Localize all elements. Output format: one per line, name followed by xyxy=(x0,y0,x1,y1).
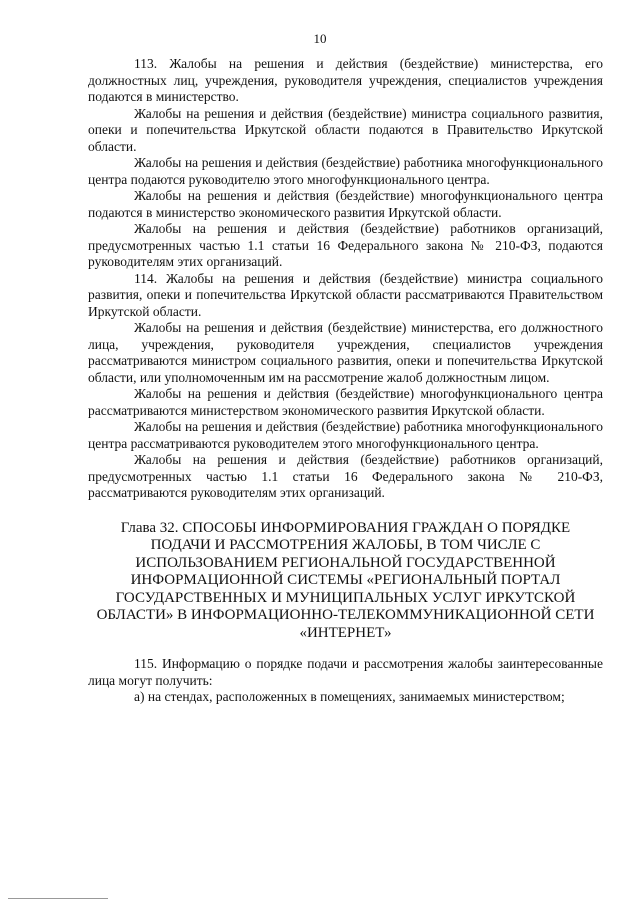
page-number: 10 xyxy=(313,31,327,46)
paragraph: Жалобы на решения и действия (бездействие) работников организаций, предусмотренных частью 1.1 статьи 16 Федерального закона № 210-ФЗ, рассматриваются руководителям этих организаций. xyxy=(88,452,603,500)
paragraph-114: 114. Жалобы на решения и действия (бездействие) министра социального развития, опеки и попечительства Иркутской области рассматриваются Правительством Иркутской области. xyxy=(88,270,603,319)
paragraph: Жалобы на решения и действия (бездействие) многофункционального центра подаются в министерство экономического развития Иркутской области. xyxy=(88,188,603,220)
chapter-heading: Глава 32. СПОСОБЫ ИНФОРМИРОВАНИЯ ГРАЖДАН О ПОРЯДКЕ ПОДАЧИ И РАССМОТРЕНИЯ ЖАЛОБЫ, В ТОМ ЧИСЛЕ С ИСПОЛЬЗОВАНИЕМ РЕГИОНАЛЬНОЙ ГОСУДАРСТВЕННОЙ ИНФОРМАЦИОННОЙ СИСТЕМЫ «РЕГИОНАЛЬНЫЙ ПОРТАЛ ГОСУДАРСТВЕННЫХ И МУНИЦИПАЛЬНЫХ УСЛУГ ИРКУТСКОЙ ОБЛАСТИ» В ИНФОРМАЦИОННО-ТЕЛЕКОММУНИКАЦИОННОЙ СЕТИ «ИНТЕРНЕТ» xyxy=(96,519,595,641)
paragraph: Жалобы на решения и действия (бездействие) работника многофункционального центра подаются руководителю этого многофункционального центра. xyxy=(88,155,603,187)
list-item-a: а) на стендах, расположенных в помещениях, занимаемых министерством; xyxy=(134,689,565,704)
paragraph-113: 113. Жалобы на решения и действия (бездействие) министерства, его должностных лиц, учреждения, руководителя учреждения, специалистов учреждения подаются в министерство. xyxy=(88,56,603,104)
document-body xyxy=(88,56,603,706)
section-115 xyxy=(88,656,603,706)
paragraph: Жалобы на решения и действия (бездействие) министра социального развития, опеки и попечительства Иркутской области подаются в Правительство Иркутской области. xyxy=(88,105,603,154)
paragraph: Жалобы на решения и действия (бездействие) работников организаций, предусмотренных частью 1.1 статьи 16 Федерального закона № 210-ФЗ, подаются руководителям этих организаций. xyxy=(88,221,603,269)
paragraph-115: 115. Информацию о порядке подачи и рассмотрения жалобы заинтересованные лица могут получить: xyxy=(88,656,603,688)
footer-divider xyxy=(8,898,108,899)
paragraph: Жалобы на решения и действия (бездействие) многофункционального центра рассматриваются министерством экономического развития Иркутской области. xyxy=(88,386,603,418)
paragraph: Жалобы на решения и действия (бездействие) работника многофункционального центра рассматриваются руководителем этого многофункционального центра. xyxy=(88,419,603,451)
paragraph: Жалобы на решения и действия (бездействие) министерства, его должностного лица, учреждения, руководителя учреждения, специалистов учреждения рассматриваются министром социального развития, опеки и попечительства Иркутской области, или уполномоченным им на рассмотрение жалоб должностным лицом. xyxy=(88,320,603,385)
